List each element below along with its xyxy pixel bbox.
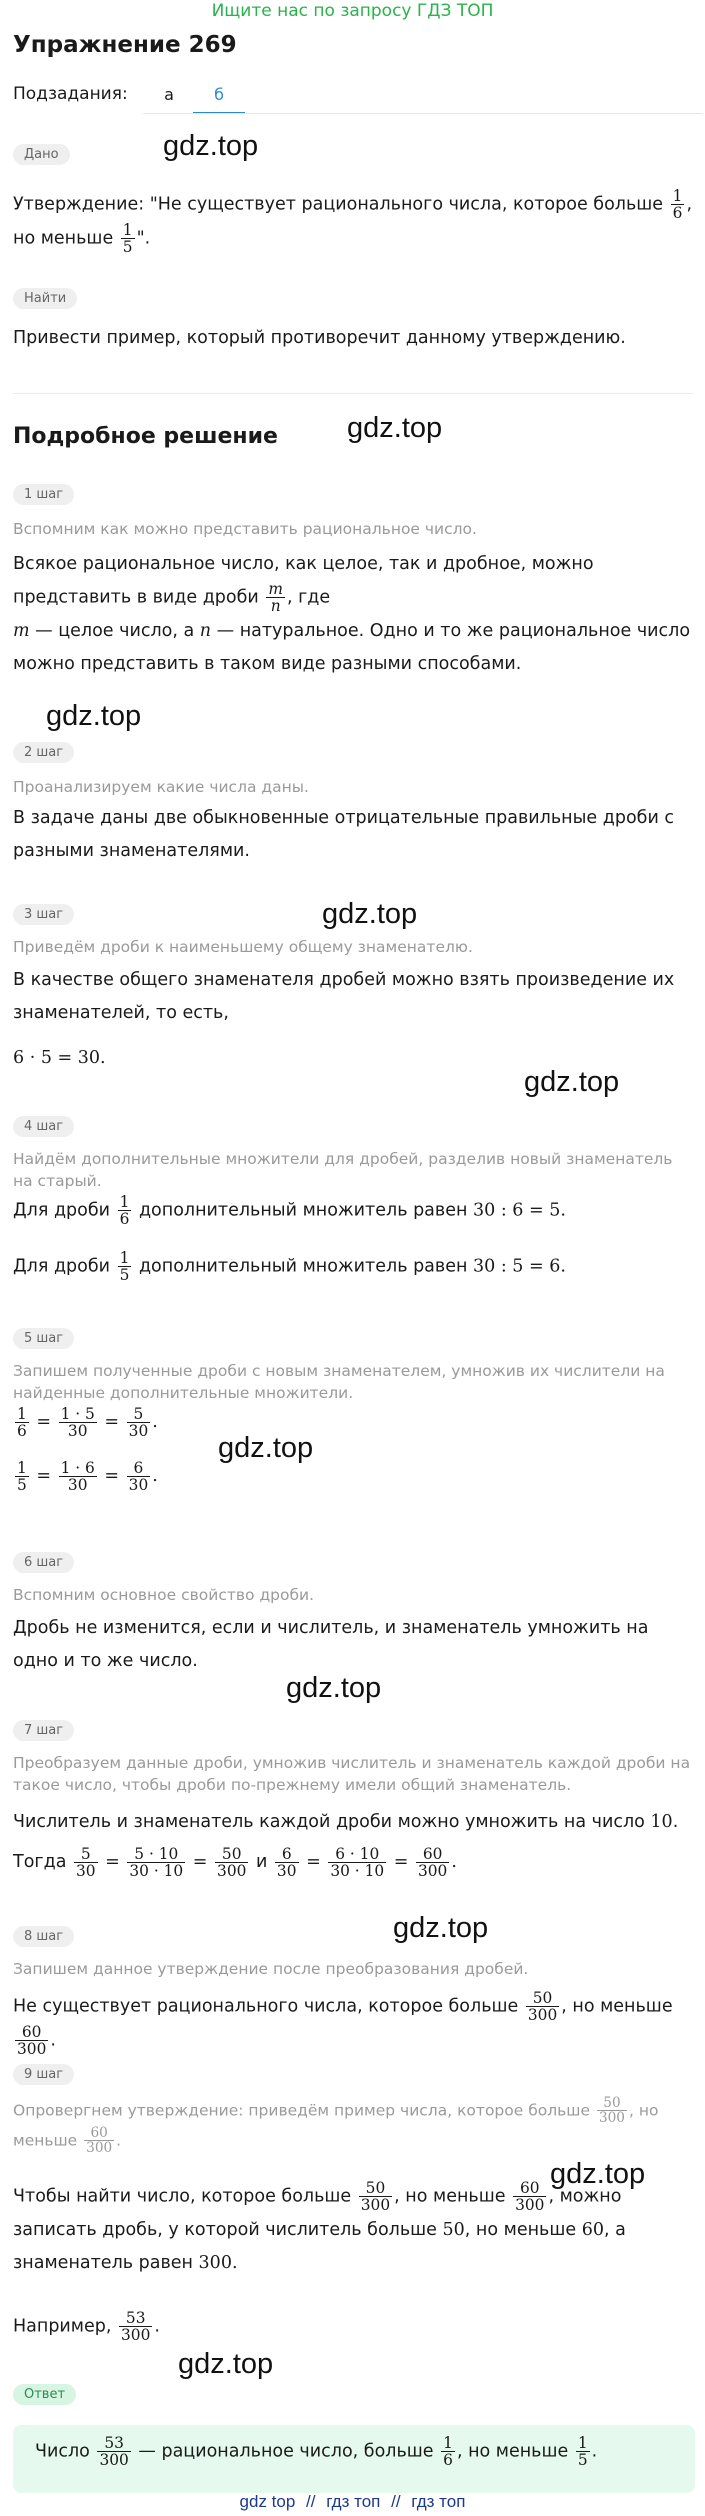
step-equation: $\frac{1}{5}$ = $\frac{1 \cdot 6}{30}$ = $\frac{6}{30}$ . xyxy=(17,1459,158,1495)
watermark: gdz.top xyxy=(322,898,418,930)
step-line: Не существует рационального числа, которое больше $\frac{50}{300}$ , но меньше $\frac{60}{300}$ . xyxy=(13,1989,673,2059)
watermark: gdz.top xyxy=(347,412,443,444)
step-hint: Вспомним как можно представить рациональное число. xyxy=(13,520,477,538)
footer-link[interactable]: гдз топ xyxy=(326,2492,381,2511)
subtasks-bar xyxy=(13,80,703,124)
given-statement: Утверждение: "Не существует рационального числа, которое больше $\frac{1}{6}$ , но меньше $\frac{1}{5}$ ". xyxy=(13,187,693,257)
step-text: Дробь не изменится, если и числитель, и знаменатель умножить на одно и то же число. xyxy=(13,1618,649,1672)
step-line: Числитель и знаменатель каждой дроби можно умножить на число 10. xyxy=(13,1812,679,1832)
solution-title: Подробное решение xyxy=(13,424,278,449)
footer-link[interactable]: gdz top xyxy=(239,2492,296,2511)
fraction: $\frac{60}{300}$ xyxy=(417,1845,448,1881)
step-badge: 1 шаг xyxy=(13,484,74,505)
step-badge: 2 шаг xyxy=(13,742,74,763)
step-hint: Запишем данное утверждение после преобразования дробей. xyxy=(13,1960,529,1978)
step-hint: Проанализируем какие числа даны. xyxy=(13,778,309,796)
fraction: $\frac{1}{5}$ xyxy=(577,2434,588,2470)
answer-text: Число $\frac{53}{300}$ — рациональное число, больше $\frac{1}{6}$ , но меньше $\frac{1}{5}$ . xyxy=(35,2434,598,2470)
given-badge: Дано xyxy=(13,144,70,165)
watermark: gdz.top xyxy=(46,700,142,732)
fraction: $\frac{5 \cdot 10}{30 \cdot 10}$ xyxy=(129,1845,184,1881)
step-badge: 7 шаг xyxy=(13,1720,74,1741)
section-divider xyxy=(13,393,693,394)
find-text: Привести пример, который противоречит данному утверждению. xyxy=(13,328,626,348)
watermark: gdz.top xyxy=(550,2158,646,2190)
step-hint: Найдём дополнительные множители для дробей, разделив новый знаменатель на старый. xyxy=(13,1150,673,1191)
watermark: gdz.top xyxy=(286,1672,382,1704)
fraction: $\frac{53}{300}$ xyxy=(121,2309,151,2345)
subtask-tab-a[interactable]: а xyxy=(164,85,174,104)
fraction: $\frac{1}{6}$ xyxy=(672,187,683,223)
answer-badge: Ответ xyxy=(13,2384,76,2405)
step-badge: 4 шаг xyxy=(13,1116,74,1137)
step-badge: 8 шаг xyxy=(13,1926,74,1947)
fraction: $\frac{53}{300}$ xyxy=(99,2434,129,2470)
step-badge: 6 шаг xyxy=(13,1552,74,1573)
step-text: Всякое рациональное число, как целое, так и дробное, можно представить в виде дроби $\frac{m}{n}$ , где m — целое число, а n — натуральное. Одно и то же рациональное число можно представить в таком виде разными способами. xyxy=(13,554,691,675)
watermark: gdz.top xyxy=(393,1912,489,1944)
fraction: $\frac{6}{30}$ xyxy=(276,1845,297,1881)
step-line: Для дроби $\frac{1}{5}$ дополнительный множитель равен 30 : 5 = 6. xyxy=(13,1249,566,1285)
footer-separator: // xyxy=(306,2492,316,2511)
fraction: $\frac{6 \cdot 10}{30 \cdot 10}$ xyxy=(330,1845,385,1881)
fraction: $\frac{60}{300}$ xyxy=(515,2179,545,2215)
fraction: $\frac{1}{6}$ xyxy=(119,1193,130,1229)
fraction: $\frac{1 \cdot 6}{30}$ xyxy=(60,1459,95,1495)
step-hint: Опровергнем утверждение: приведём пример числа, которое больше $\frac{50}{300}$ , но меньше $\frac{60}{300}$ . xyxy=(13,2095,659,2156)
step-example: Например, $\frac{53}{300}$ . xyxy=(13,2309,160,2345)
find-badge: Найти xyxy=(13,288,77,309)
step-badge: 9 шаг xyxy=(13,2064,74,2085)
step-hint: Запишем полученные дроби с новым знаменателем, умножив их числители на найденные дополнительные множители. xyxy=(13,1362,665,1403)
fraction: $\frac{1}{5}$ xyxy=(17,1459,27,1495)
step-hint: Вспомним основное свойство дроби. xyxy=(13,1586,315,1604)
page-title: Упражнение 269 xyxy=(13,32,237,58)
step-hint: Приведём дроби к наименьшему общему знаменателю. xyxy=(13,938,473,956)
subtask-tab-b[interactable]: б xyxy=(193,80,245,114)
fraction: $\frac{50}{300}$ xyxy=(217,1845,247,1881)
step-hint: Преобразуем данные дроби, умножив числитель и знаменатель каждой дроби на такое число, чтобы дроби по-прежнему имели общий знаменатель. xyxy=(13,1754,691,1795)
fraction: $\frac{60}{300}$ xyxy=(86,2124,113,2156)
fraction: $\frac{m}{n}$ xyxy=(268,580,283,616)
footer-link[interactable]: гдз топ xyxy=(411,2492,466,2511)
fraction: $\frac{1}{6}$ xyxy=(443,2434,453,2470)
fraction: $\frac{1}{5}$ xyxy=(119,1249,130,1285)
fraction: $\frac{6}{30}$ xyxy=(128,1459,149,1495)
watermark: gdz.top xyxy=(218,1432,314,1464)
search-banner: Ищите нас по запросу ГДЗ ТОП xyxy=(211,1,494,21)
watermark: gdz.top xyxy=(163,130,259,162)
fraction: $\frac{1}{6}$ xyxy=(17,1405,27,1441)
step-badge: 5 шаг xyxy=(13,1328,74,1349)
fraction: $\frac{50}{300}$ xyxy=(360,2179,391,2215)
answer-box xyxy=(13,2425,695,2493)
fraction: $\frac{50}{300}$ xyxy=(598,2095,625,2127)
fraction: $\frac{1}{5}$ xyxy=(122,220,133,257)
footer-links xyxy=(0,2492,705,2512)
step-formula: 6 · 5 = 30. xyxy=(13,1048,106,1068)
watermark: gdz.top xyxy=(524,1066,620,1098)
subtask-divider xyxy=(143,113,703,114)
footer-separator: // xyxy=(391,2492,401,2511)
step-line: Для дроби $\frac{1}{6}$ дополнительный множитель равен 30 : 6 = 5. xyxy=(13,1193,566,1229)
fraction: $\frac{1 \cdot 5}{30}$ xyxy=(60,1405,95,1441)
fraction: $\frac{60}{300}$ xyxy=(17,2022,47,2059)
step-text: В качестве общего знаменателя дробей можно взять произведение их знаменателей, то есть, xyxy=(13,970,675,1024)
step-badge: 3 шаг xyxy=(13,904,74,925)
watermark: gdz.top xyxy=(178,2348,274,2380)
fraction: $\frac{50}{300}$ xyxy=(527,1989,558,2025)
step-text: Чтобы найти число, которое больше $\frac{50}{300}$ , но меньше $\frac{60}{300}$ , можно записать дробь, у которой числитель больше 50, но меньше 60, а знаменатель равен 300. xyxy=(13,2179,626,2274)
fraction: $\frac{5}{30}$ xyxy=(75,1845,96,1881)
fraction: $\frac{5}{30}$ xyxy=(128,1405,149,1441)
step-equation: $\frac{1}{6}$ = $\frac{1 \cdot 5}{30}$ = $\frac{5}{30}$ . xyxy=(17,1405,158,1441)
step-text: В задаче даны две обыкновенные отрицательные правильные дроби с разными знаменателями. xyxy=(13,808,675,862)
subtasks-label: Подзадания: xyxy=(13,84,128,104)
step-equation: Тогда $\frac{5}{30}$ = $\frac{5 \cdot 10}{30 \cdot 10}$ = $\frac{50}{300}$ и $\frac{6}{30}$ = $\frac{6 \cdot 10}{30 \cdot 10}$ = $\frac{60}{300}$ . xyxy=(13,1845,457,1881)
